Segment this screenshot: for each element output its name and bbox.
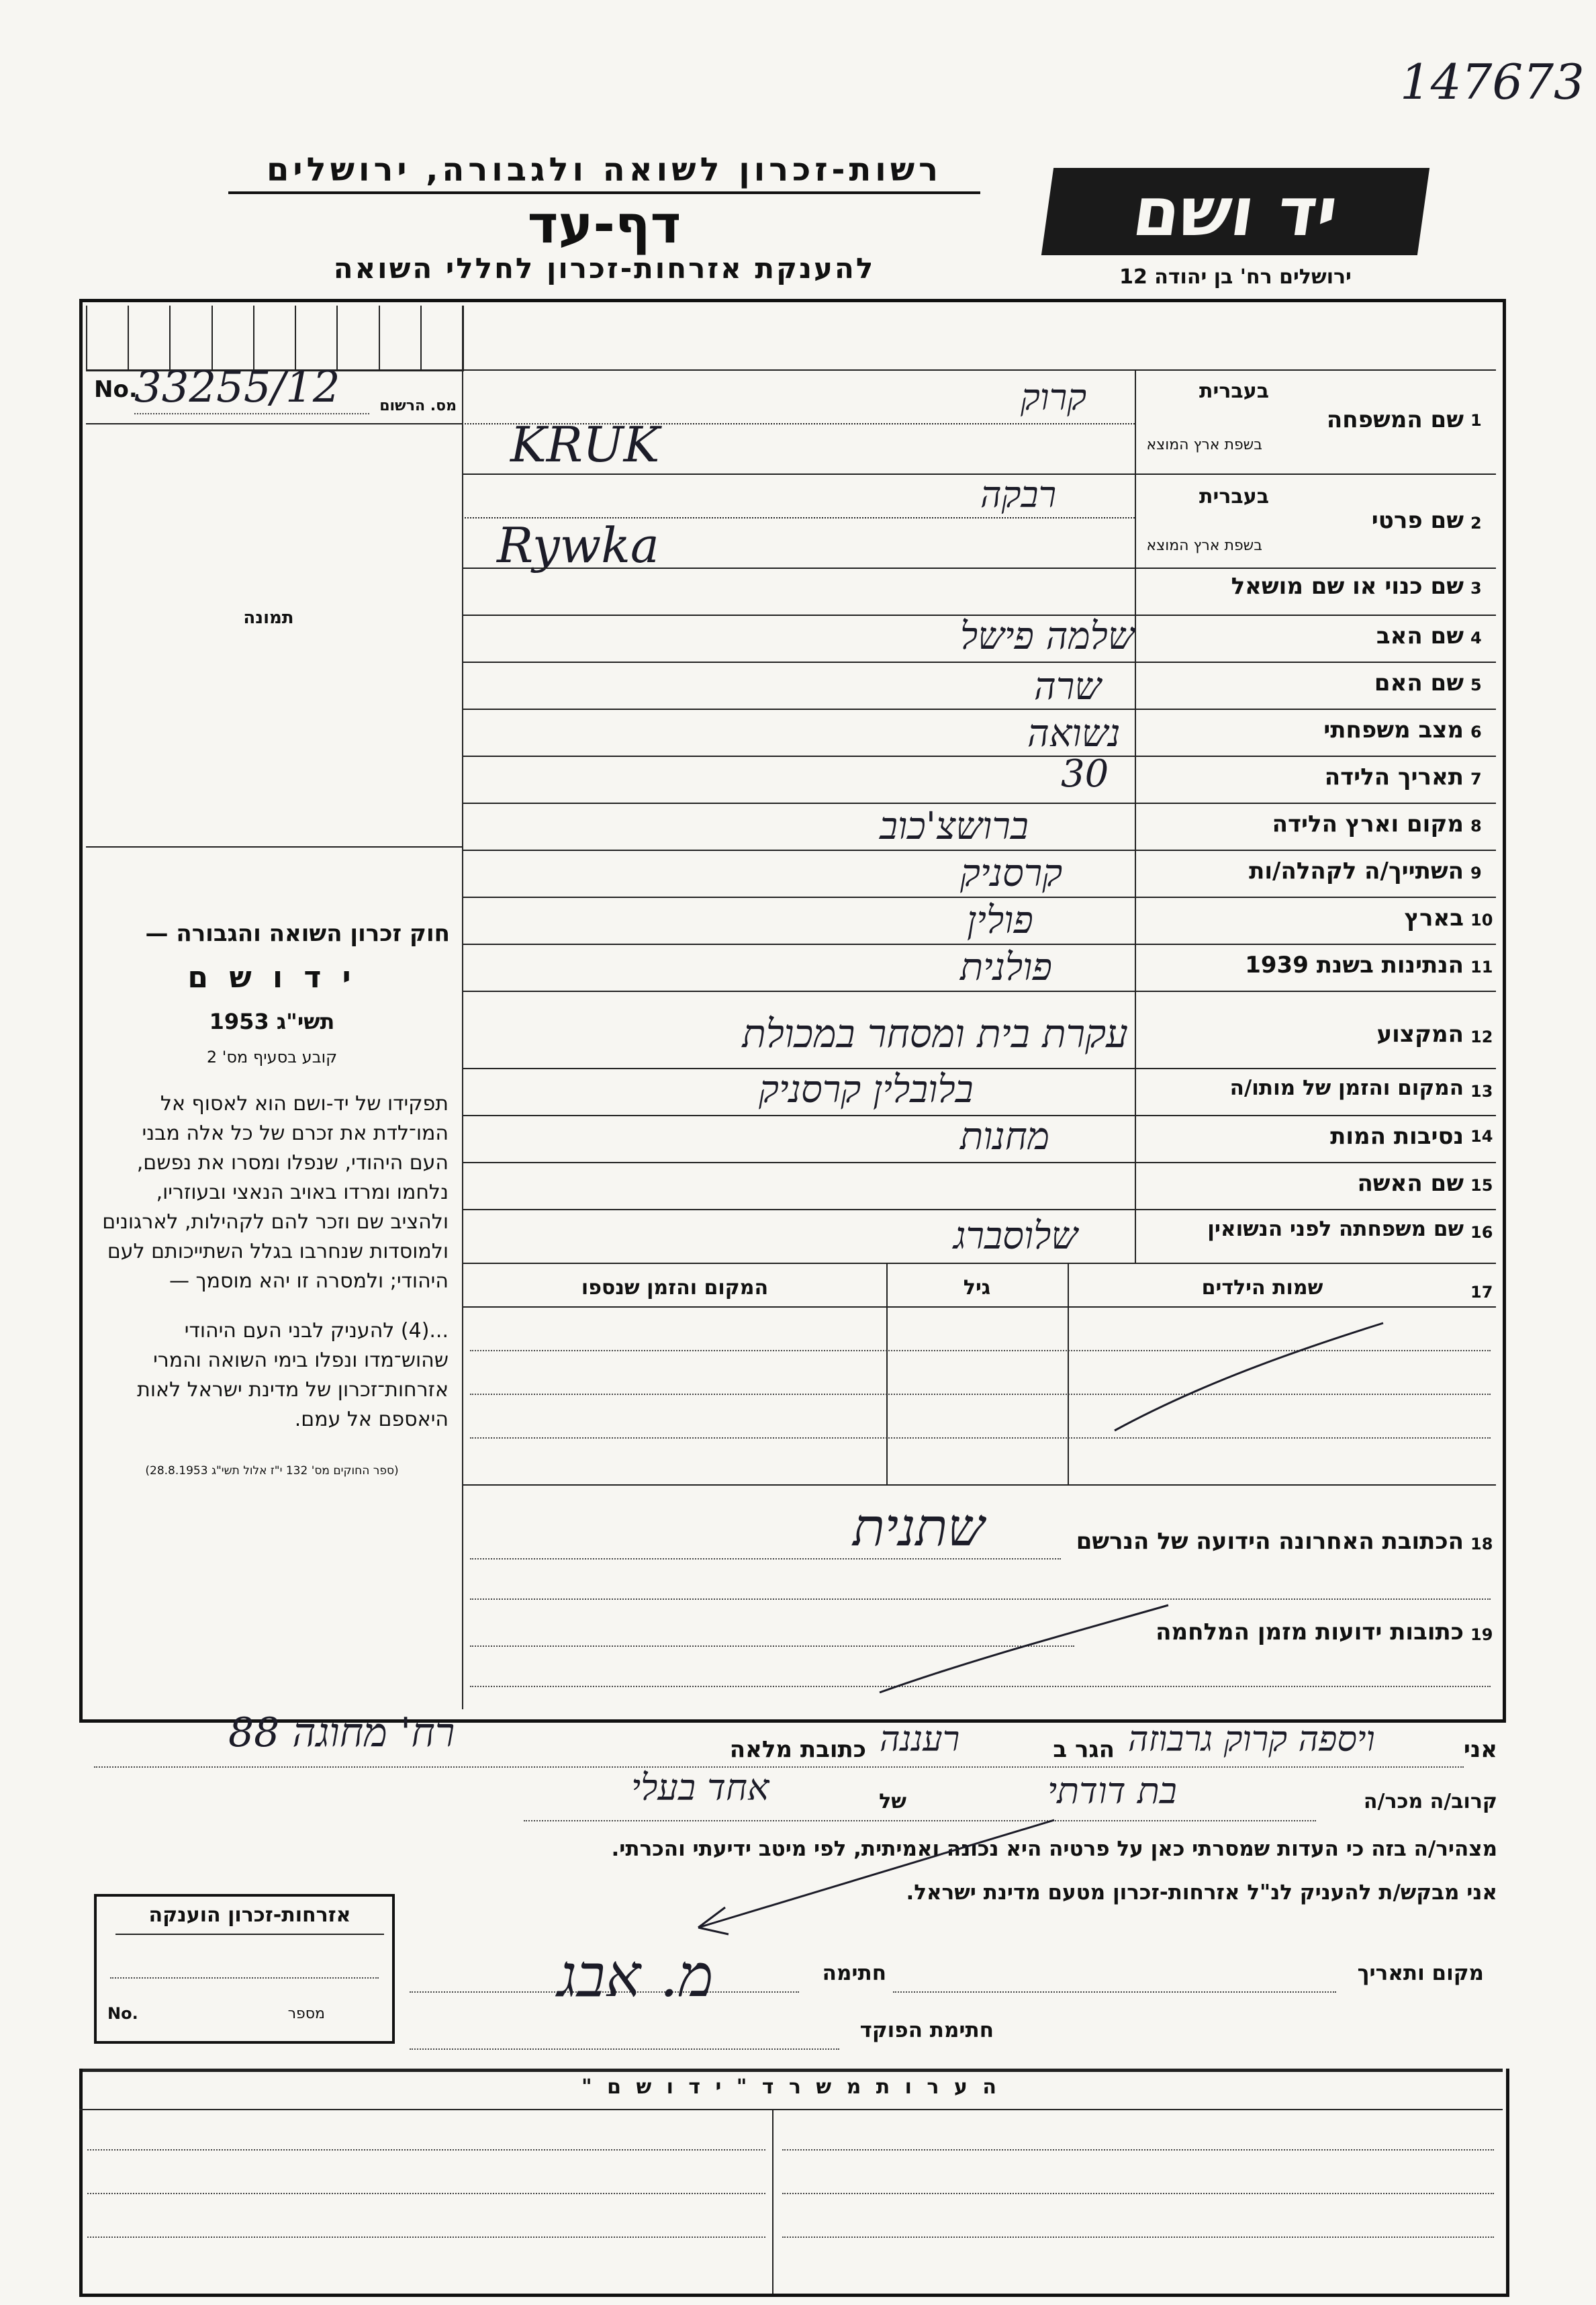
field-15-num: 15 <box>1470 1176 1493 1195</box>
field-11-num: 11 <box>1470 958 1493 977</box>
field-10-label: בארץ <box>1404 905 1464 932</box>
field-19-strike-line <box>873 1598 1175 1699</box>
law-name: י ד ו ש ם <box>187 960 357 995</box>
decl-statement-1: מצהיר/ה בזה כי העדות שמסרתי כאן על פרטיה היא נכונה ואמיתית, לפי מיטב ידיעתי והכרתי. <box>611 1837 1497 1861</box>
field-9-label: השתייך/ה לקהלה/ות <box>1249 858 1464 885</box>
archive-number: 147673 <box>1400 54 1585 110</box>
law-citation: (ספר החוקים מס' 132 י"ז אלול תשי"ג 28.8.1953) <box>145 1464 399 1478</box>
yad-vashem-logo <box>1041 168 1429 255</box>
decl-address: רח' מחוגה 88 <box>228 1709 455 1756</box>
field-4-num: 4 <box>1470 629 1482 647</box>
field-16-label: שם משפחתה לפני הנשואין <box>1207 1217 1464 1241</box>
officer-label: חתימת הפוקד <box>859 2018 994 2042</box>
org-line: רשות-זכרון לשואה ולגבורה, ירושלים <box>266 151 943 189</box>
children-col-names: שמות הילדים <box>1201 1276 1323 1300</box>
citizenship-title: אזרחות-זכרון הוענקה <box>115 1903 384 1935</box>
decl-ani: אני <box>1463 1736 1497 1763</box>
left-column-divider <box>462 306 463 1709</box>
field-9-num: 9 <box>1470 864 1482 883</box>
field-7-value: 30 <box>1061 752 1109 796</box>
field-18-value: שתנית <box>853 1498 985 1558</box>
field-12-num: 12 <box>1470 1028 1493 1046</box>
field-1-lang-heb: בעברית <box>1199 379 1269 403</box>
org-underline <box>228 191 980 194</box>
logo-text: יד ושם <box>1128 172 1343 251</box>
field-4-value: שלמה פישל <box>960 615 1135 658</box>
field-8-label: מקום וארץ הלידה <box>1272 811 1464 838</box>
office-notes-title: ה ע ר ו ת מ ש ר ד " י ד ו ש ם " <box>581 2075 1000 2099</box>
field-6-num: 6 <box>1470 723 1482 741</box>
law-year: תשי"ג 1953 <box>209 1009 335 1034</box>
field-10-num: 10 <box>1470 911 1493 930</box>
decl-relation-label: קרוב/ה מכר/ה <box>1363 1790 1497 1813</box>
field-8-num: 8 <box>1470 817 1482 835</box>
field-12-value: עקרת בית ומסחר במכולת <box>742 1011 1128 1056</box>
field-11-value: פולנית <box>960 946 1052 989</box>
law-title: חוק זכרון השואה והגבורה — <box>145 920 450 947</box>
field-10-value: פולין <box>967 899 1033 942</box>
citizenship-box <box>94 1894 395 2044</box>
field-17-num: 17 <box>1470 1283 1493 1302</box>
decl-declarant: ויספה קרוק גרבוזה <box>1128 1719 1375 1760</box>
field-2-value-local: Rywka <box>497 517 659 574</box>
law-para-1: תפקידו של יד-ושם הוא לאסוף אל המו־לדת את זכרם של כל אלה מבני העם היהודי, שנפלו ומסרו את נפשם, נלחמו ומרדו באויב הנאצי ובעוזריו, ולהציב שם וזכר להם לקהילות, לארגונים ולמוסדות שנחרבו בגלל השתייכותם לעם היהודי; ולמסרה זו יהא מוסמך — <box>102 1092 449 1293</box>
field-6-label: מצב משפחתי <box>1323 717 1464 743</box>
field-13-value: בלובלין קרסניק <box>759 1068 974 1112</box>
field-15-label: שם האשה <box>1357 1170 1464 1197</box>
decl-of-label: של <box>879 1790 906 1813</box>
field-1-label: שם המשפחה <box>1326 406 1464 433</box>
reg-no-label: No. <box>94 376 138 403</box>
field-1-value-heb: קרוק <box>1021 376 1087 418</box>
field-4-label: שם האב <box>1376 623 1464 649</box>
reg-heb-label: מס. הרשום <box>379 398 457 414</box>
field-9-value: קרסניק <box>960 852 1063 895</box>
field-11-label: הנתינות בשנת 1939 <box>1245 952 1464 979</box>
decl-relation: בת דודתי <box>1047 1770 1177 1812</box>
field-6-value: נשואה <box>1027 712 1121 756</box>
field-7-num: 7 <box>1470 770 1482 788</box>
citizenship-number-label: מספר <box>287 2005 325 2022</box>
decl-gar-label: הגר ב <box>1053 1736 1115 1763</box>
field-5-value: שרה <box>1034 665 1101 709</box>
form-title: דף-עד <box>527 195 682 255</box>
field-1-value-local: KRUK <box>510 416 660 473</box>
children-col-place: המקום והזמן שנספו <box>581 1276 769 1300</box>
field-18-num: 18 <box>1470 1535 1493 1553</box>
field-2-value-heb: רבקה <box>980 473 1057 516</box>
decl-of-value: אחד בעלי <box>631 1766 769 1809</box>
declaration-arrow <box>685 1813 1061 1948</box>
field-14-label: נסיבות המות <box>1330 1123 1464 1150</box>
signature-label: חתימה <box>822 1961 886 1985</box>
field-14-num: 14 <box>1470 1127 1493 1146</box>
citizenship-no-label: No. <box>107 2004 138 2023</box>
photo-label: תמונה <box>243 608 294 628</box>
reg-no-value: 33255/12 <box>134 363 340 412</box>
field-5-num: 5 <box>1470 676 1482 694</box>
field-1-num: 1 <box>1470 411 1482 430</box>
field-2-num: 2 <box>1470 514 1482 533</box>
label-column-divider <box>1135 369 1136 1263</box>
decl-statement-2: אני מבקש/ת להעניק לנ"ל אזרחות-זכרון מטעם מדינת ישראל. <box>906 1881 1497 1905</box>
children-strike-line <box>1108 1316 1390 1437</box>
decl-address-label: כתובת מלאה <box>729 1736 866 1763</box>
form-subtitle: להענקת אזרחות-זכרון לחללי השואה <box>333 252 876 285</box>
field-18-label: הכתובת האחרונה הידועה של הנרשם <box>1076 1528 1464 1555</box>
field-16-num: 16 <box>1470 1223 1493 1242</box>
children-col-age: גיל <box>963 1276 991 1300</box>
officer-signature: מ. אבג <box>557 1941 714 2010</box>
field-19-label: כתובות ידועות מזמן המלחמה <box>1156 1619 1464 1645</box>
place-date-label: מקום ותאריך <box>1357 1961 1484 1985</box>
field-2-lang-heb: בעברית <box>1199 485 1269 508</box>
field-7-label: תאריך הלידה <box>1324 764 1464 790</box>
decl-city: רעננה <box>880 1719 960 1760</box>
law-para-2: ...(4) להעניק לבני העם היהודי שהוש־מדו ונפלו בימי השואה והמרי אזרחות־זכרון של מדינת ישראל לאות היאספם אל עמם. <box>137 1319 449 1431</box>
reg-boxes <box>86 306 464 371</box>
field-13-label: המקום והזמן של מותו/ה <box>1229 1076 1464 1100</box>
field-14-value: מחנות <box>960 1115 1050 1159</box>
field-19-num: 19 <box>1470 1625 1493 1644</box>
law-clause: קובע בסעיף מס' 2 <box>206 1048 338 1067</box>
office-notes-frame <box>79 2069 1509 2297</box>
field-3-label: שם כנוי או שם מושאל <box>1231 573 1464 600</box>
field-2-label: שם פרטי <box>1371 507 1464 534</box>
field-5-label: שם האם <box>1374 670 1464 696</box>
field-12-label: המקצוע <box>1376 1021 1464 1048</box>
field-3-num: 3 <box>1470 579 1482 598</box>
address-line: ירושלים רח' בן יהודה 12 <box>1119 265 1352 289</box>
field-1-lang-local: בשפת ארץ המוצא <box>1146 437 1262 453</box>
field-2-lang-local: בשפת ארץ המוצא <box>1146 537 1262 554</box>
field-8-value: ברושצ'כוב <box>880 805 1029 848</box>
field-16-value: שלוסברג <box>953 1214 1078 1258</box>
field-13-num: 13 <box>1470 1082 1493 1101</box>
